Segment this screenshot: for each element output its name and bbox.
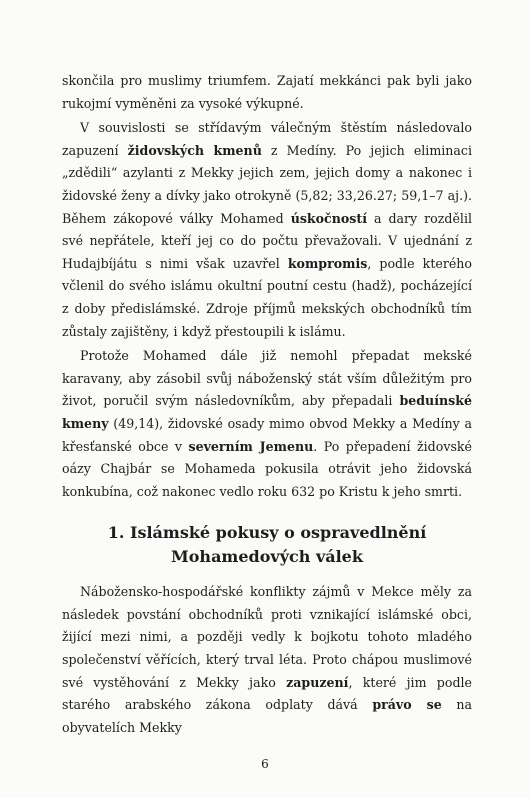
text-block-after-heading: [62, 581, 472, 739]
section-heading: [62, 521, 472, 569]
text-run: skončila pro muslimy triumfem. Zajatí mekkánci pak byli jako rukojmí vyměněni za vysoké výkupné.: [62, 73, 472, 111]
text-run: Nábožensko-hospodářské konflikty zájmů v Mekce měly za následek povstání obchodníků proti vznikající islámské obci, žijící mezi nimi, a později vedly k bojkotu tohoto mladého společenství věřících, který trval léta. Proto chápou muslimové své vystěhování z Mekky jako: [62, 584, 472, 690]
text-run: Protože Mohamed dále již nemohl přepadat mekské karavany, aby zásobil svůj náboženský stát vším důležitým pro život, poručil svým následovníkům, aby přepadali: [62, 348, 472, 409]
emphasized-text: severním Jemenu: [188, 438, 314, 454]
text-run: . Po přepadení židovské oázy Chajbár se Mohameda pokusila otrávit jeho židovská konkubína, což nakonec vedlo roku 632 po Kristu k jeho smrti.: [62, 438, 472, 499]
emphasized-text: beduínské kmeny: [62, 393, 472, 431]
text-run: , které jim podle starého arabského zákona odplaty dává: [62, 674, 472, 713]
section-heading-line-1: 1. Islámské pokusy o ospravedlnění: [107, 523, 427, 543]
text-run: (49,14), židovské osady mimo obvod Mekky a Medíny a křesťanské obce v: [62, 415, 472, 454]
text-run: z Medíny. Po jejich eliminaci „zdědili“ azylanti z Mekky jejich zem, jejich domy a nakonec i židovské ženy a dívky jako otrokyně (5,82; 33,26.27; 59,1–7 aj.). Během zákopové války Mohamed: [62, 142, 472, 226]
emphasized-text: židovských kmenů: [127, 142, 262, 158]
body-paragraph: [62, 70, 472, 115]
body-paragraph: [62, 117, 472, 343]
body-paragraph: [62, 581, 472, 739]
text-run: a dary rozdělil své nepřátele, kteří jej co do počtu převažovali. V ujednání z Hudajbíjátu s nimi však uzavřel: [62, 210, 472, 271]
page-number: 6: [261, 757, 269, 771]
body-paragraph: [62, 345, 472, 503]
text-run: V souvislosti se střídavým válečným štěstím následovalo zapuzení: [62, 120, 472, 158]
section-heading-line-2: Mohamedových válek: [171, 547, 363, 567]
text-run: na obyvatelích Mekky: [62, 697, 473, 735]
emphasized-text: úskočností: [290, 210, 367, 226]
emphasized-text: kompromis: [287, 255, 368, 271]
text-block-before-heading: [62, 70, 472, 503]
text-run: , podle kterého včlenil do svého islámu okultní poutní cestu (hadž), pocházející z doby předislámské. Zdroje příjmů mekských obchodníků tím zůstaly zajištěny, i když přestoupili k islámu.: [62, 255, 472, 339]
emphasized-text: právo se: [372, 697, 442, 713]
emphasized-text: zapuzení: [286, 674, 349, 690]
